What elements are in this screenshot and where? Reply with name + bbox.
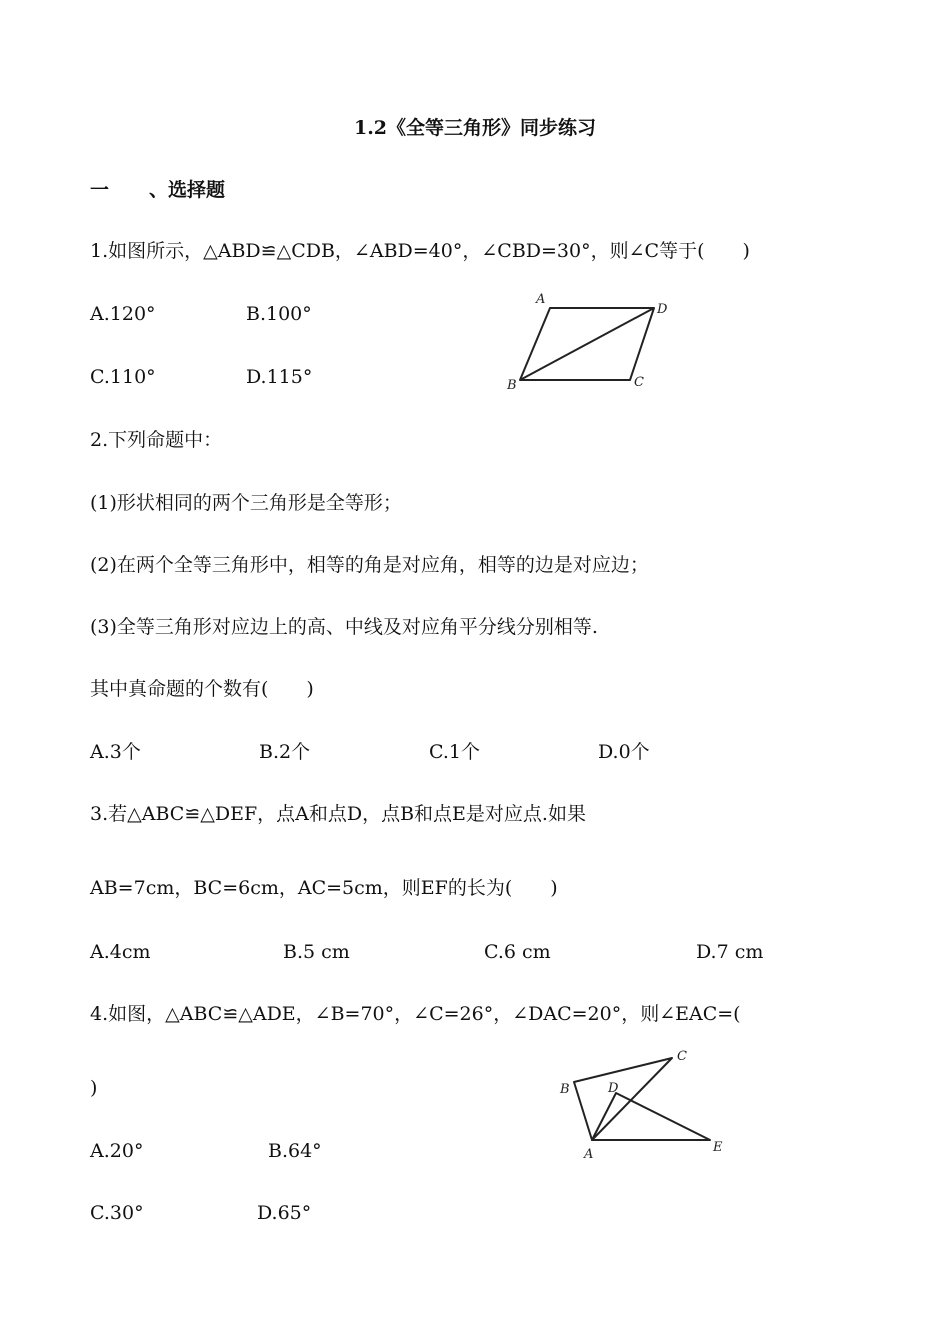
q1-option-d: D.115°	[246, 366, 313, 388]
section-number: 一	[90, 179, 110, 201]
q4-triangle-ade	[592, 1093, 710, 1140]
q3-option-a: A.4cm	[90, 941, 151, 963]
q4-triangle-abc	[574, 1058, 672, 1140]
q2-option-d: D.0个	[598, 741, 650, 763]
q4-option-b: B.64°	[268, 1140, 322, 1162]
section-heading	[90, 178, 225, 202]
q1-option-c: C.110°	[90, 366, 156, 388]
q4-label-a: A	[584, 1147, 594, 1162]
q1-option-a: A.120°	[90, 303, 156, 325]
section-label: 、选择题	[149, 179, 226, 201]
q1-label-a: A	[536, 292, 546, 307]
q4-stem-line1: 4.如图，△ABC≌△ADE，∠B=70°，∠C=26°，∠DAC=20°，则∠EAC=(	[90, 1003, 741, 1025]
q1-label-d: D	[657, 302, 668, 317]
q1-option-b: B.100°	[246, 303, 312, 325]
q2-item-3: (3)全等三角形对应边上的高、中线及对应角平分线分别相等.	[90, 616, 598, 638]
q4-label-b: B	[560, 1082, 570, 1097]
q1-label-c: C	[634, 375, 644, 390]
q4-option-d: D.65°	[257, 1202, 312, 1224]
q4-option-a: A.20°	[90, 1140, 144, 1162]
q2-option-a: A.3个	[90, 741, 141, 763]
q2-item-2: (2)在两个全等三角形中，相等的角是对应角，相等的边是对应边；	[90, 554, 649, 576]
q3-option-b: B.5 cm	[283, 941, 350, 963]
q3-option-d: D.7 cm	[696, 941, 764, 963]
page-title: 1.2《全等三角形》同步练习	[353, 117, 597, 139]
q2-question: 其中真命题的个数有( )	[90, 678, 314, 700]
q4-label-e: E	[713, 1140, 723, 1155]
q1-parallelogram-figure	[500, 288, 680, 398]
q3-stem-line2: AB=7cm，BC=6cm，AC=5cm，则EF的长为( )	[90, 877, 558, 899]
q4-option-c: C.30°	[90, 1202, 144, 1224]
q1-label-b: B	[507, 378, 517, 393]
q2-stem: 2.下列命题中：	[90, 429, 223, 451]
q4-triangles-figure	[550, 1040, 740, 1165]
q4-label-d: D	[608, 1081, 619, 1096]
q2-option-b: B.2个	[259, 741, 311, 763]
q4-label-c: C	[677, 1049, 687, 1064]
q2-option-c: C.1个	[429, 741, 480, 763]
q2-item-1: (1)形状相同的两个三角形是全等形；	[90, 492, 402, 514]
q4-stem-line2: )	[90, 1077, 98, 1099]
q3-stem-line1: 3.若△ABC≌△DEF，点A和点D，点B和点E是对应点.如果	[90, 803, 586, 825]
q3-option-c: C.6 cm	[484, 941, 551, 963]
q1-stem: 1.如图所示，△ABD≌△CDB，∠ABD=40°，∠CBD=30°，则∠C等于( )	[90, 240, 750, 262]
